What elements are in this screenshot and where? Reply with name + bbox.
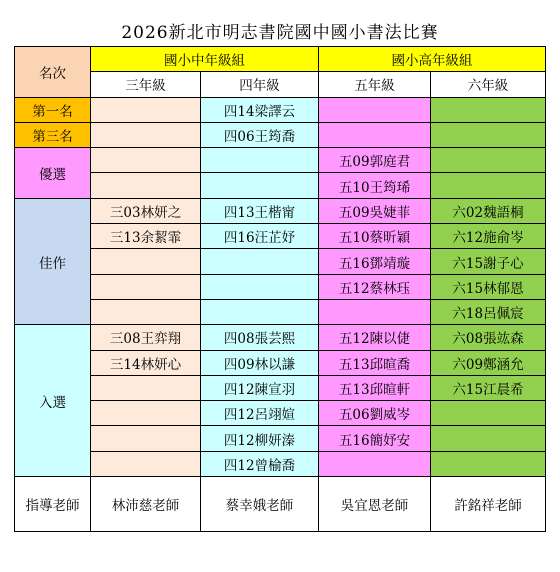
- table-cell: [431, 122, 546, 147]
- table-cell: [91, 173, 201, 198]
- grade-header-3: 三年級: [91, 72, 201, 97]
- table-cell: 四12呂翊媗: [201, 401, 319, 426]
- table-cell: [431, 451, 546, 476]
- table-row: [15, 198, 546, 223]
- table-cell: [201, 148, 319, 173]
- table-cell: 三13余絜霏: [91, 224, 201, 249]
- rank-label-good: 佳作: [15, 198, 91, 324]
- table-cell: [91, 148, 201, 173]
- table-row: [15, 451, 546, 476]
- table-cell: 五06劉威岑: [319, 401, 431, 426]
- table-cell: [91, 249, 201, 274]
- table-row: [15, 375, 546, 400]
- table-cell: 五12陳以倢: [319, 325, 431, 350]
- table-cell: 五09吳婕菲: [319, 198, 431, 223]
- table-cell: 五10王筠琋: [319, 173, 431, 198]
- table-cell: 四12柳妍溱: [201, 426, 319, 451]
- grade-header-5: 五年級: [319, 72, 431, 97]
- table-cell: 三08王弈翔: [91, 325, 201, 350]
- group-header-mid: 國小中年級組: [91, 47, 319, 72]
- table-cell: [91, 274, 201, 299]
- rank-label-selected: 入選: [15, 325, 91, 477]
- table-cell: [91, 375, 201, 400]
- page-title: 2026新北市明志書院國中國小書法比賽: [121, 23, 439, 43]
- table-cell: 五12蔡林珏: [319, 274, 431, 299]
- table-cell: 六15江晨希: [431, 375, 546, 400]
- table-row: [15, 401, 546, 426]
- rank-label-first: 第一名: [15, 97, 91, 122]
- table-cell: [91, 97, 201, 122]
- table-cell: 四09林以謙: [201, 350, 319, 375]
- award-table: [14, 46, 546, 532]
- table-cell: [431, 401, 546, 426]
- table-row: [15, 350, 546, 375]
- table-cell: 四08張芸熙: [201, 325, 319, 350]
- teacher-name: 林沛慈老師: [91, 477, 201, 532]
- table-row: [15, 148, 546, 173]
- table-cell: 六18呂佩宸: [431, 299, 546, 324]
- table-cell: 三03林妍之: [91, 198, 201, 223]
- table-cell: [201, 299, 319, 324]
- table-cell: 六02魏語桐: [431, 198, 546, 223]
- table-cell: 六08張竑森: [431, 325, 546, 350]
- table-row: [15, 426, 546, 451]
- table-row: [15, 249, 546, 274]
- rank-label-third: 第三名: [15, 122, 91, 147]
- table-cell: 四14梁譯云: [201, 97, 319, 122]
- teacher-name: 許銘祥老師: [431, 477, 546, 532]
- table-cell: [91, 426, 201, 451]
- table-cell: [91, 122, 201, 147]
- header-row-groups: [15, 47, 546, 72]
- grade-header-4: 四年級: [201, 72, 319, 97]
- table-cell: [201, 249, 319, 274]
- rank-header: 名次: [15, 47, 91, 98]
- table-cell: [91, 299, 201, 324]
- grade-header-6: 六年級: [431, 72, 546, 97]
- table-cell: 五13邱暄喬: [319, 350, 431, 375]
- table-cell: 六15謝子心: [431, 249, 546, 274]
- table-cell: [201, 274, 319, 299]
- table-cell: 四12陳宣羽: [201, 375, 319, 400]
- header-row-grades: [15, 72, 546, 97]
- table-cell: 六15林郁恩: [431, 274, 546, 299]
- table-row: [15, 224, 546, 249]
- table-cell: [431, 426, 546, 451]
- table-cell: 五10蔡昕穎: [319, 224, 431, 249]
- table-cell: [319, 299, 431, 324]
- table-cell: 六12施俞岑: [431, 224, 546, 249]
- table-row: [15, 274, 546, 299]
- table-cell: 五16鄧靖璇: [319, 249, 431, 274]
- table-row: [15, 299, 546, 324]
- table-cell: [91, 451, 201, 476]
- table-cell: 五16簡妤安: [319, 426, 431, 451]
- teacher-row: [15, 477, 546, 532]
- rank-label-excellent: 優選: [15, 148, 91, 199]
- table-cell: [431, 173, 546, 198]
- table-row: [15, 122, 546, 147]
- table-cell: [91, 401, 201, 426]
- teacher-name: 蔡幸娥老師: [201, 477, 319, 532]
- table-cell: 四12曾榆喬: [201, 451, 319, 476]
- table-cell: 四16汪芷妤: [201, 224, 319, 249]
- teacher-label: 指導老師: [15, 477, 91, 532]
- table-cell: 四13王楷甯: [201, 198, 319, 223]
- table-cell: 六09鄭涵允: [431, 350, 546, 375]
- table-cell: [319, 122, 431, 147]
- group-header-high: 國小高年級組: [319, 47, 546, 72]
- table-row: [15, 97, 546, 122]
- teacher-name: 吳宜恩老師: [319, 477, 431, 532]
- table-cell: [201, 173, 319, 198]
- table-row: [15, 325, 546, 350]
- table-cell: 五13邱暄軒: [319, 375, 431, 400]
- table-cell: 五09郭庭君: [319, 148, 431, 173]
- table-cell: [319, 451, 431, 476]
- table-cell: [431, 148, 546, 173]
- table-cell: 三14林妍心: [91, 350, 201, 375]
- table-cell: [431, 97, 546, 122]
- table-cell: 四06王筠喬: [201, 122, 319, 147]
- table-cell: [319, 97, 431, 122]
- table-row: [15, 173, 546, 198]
